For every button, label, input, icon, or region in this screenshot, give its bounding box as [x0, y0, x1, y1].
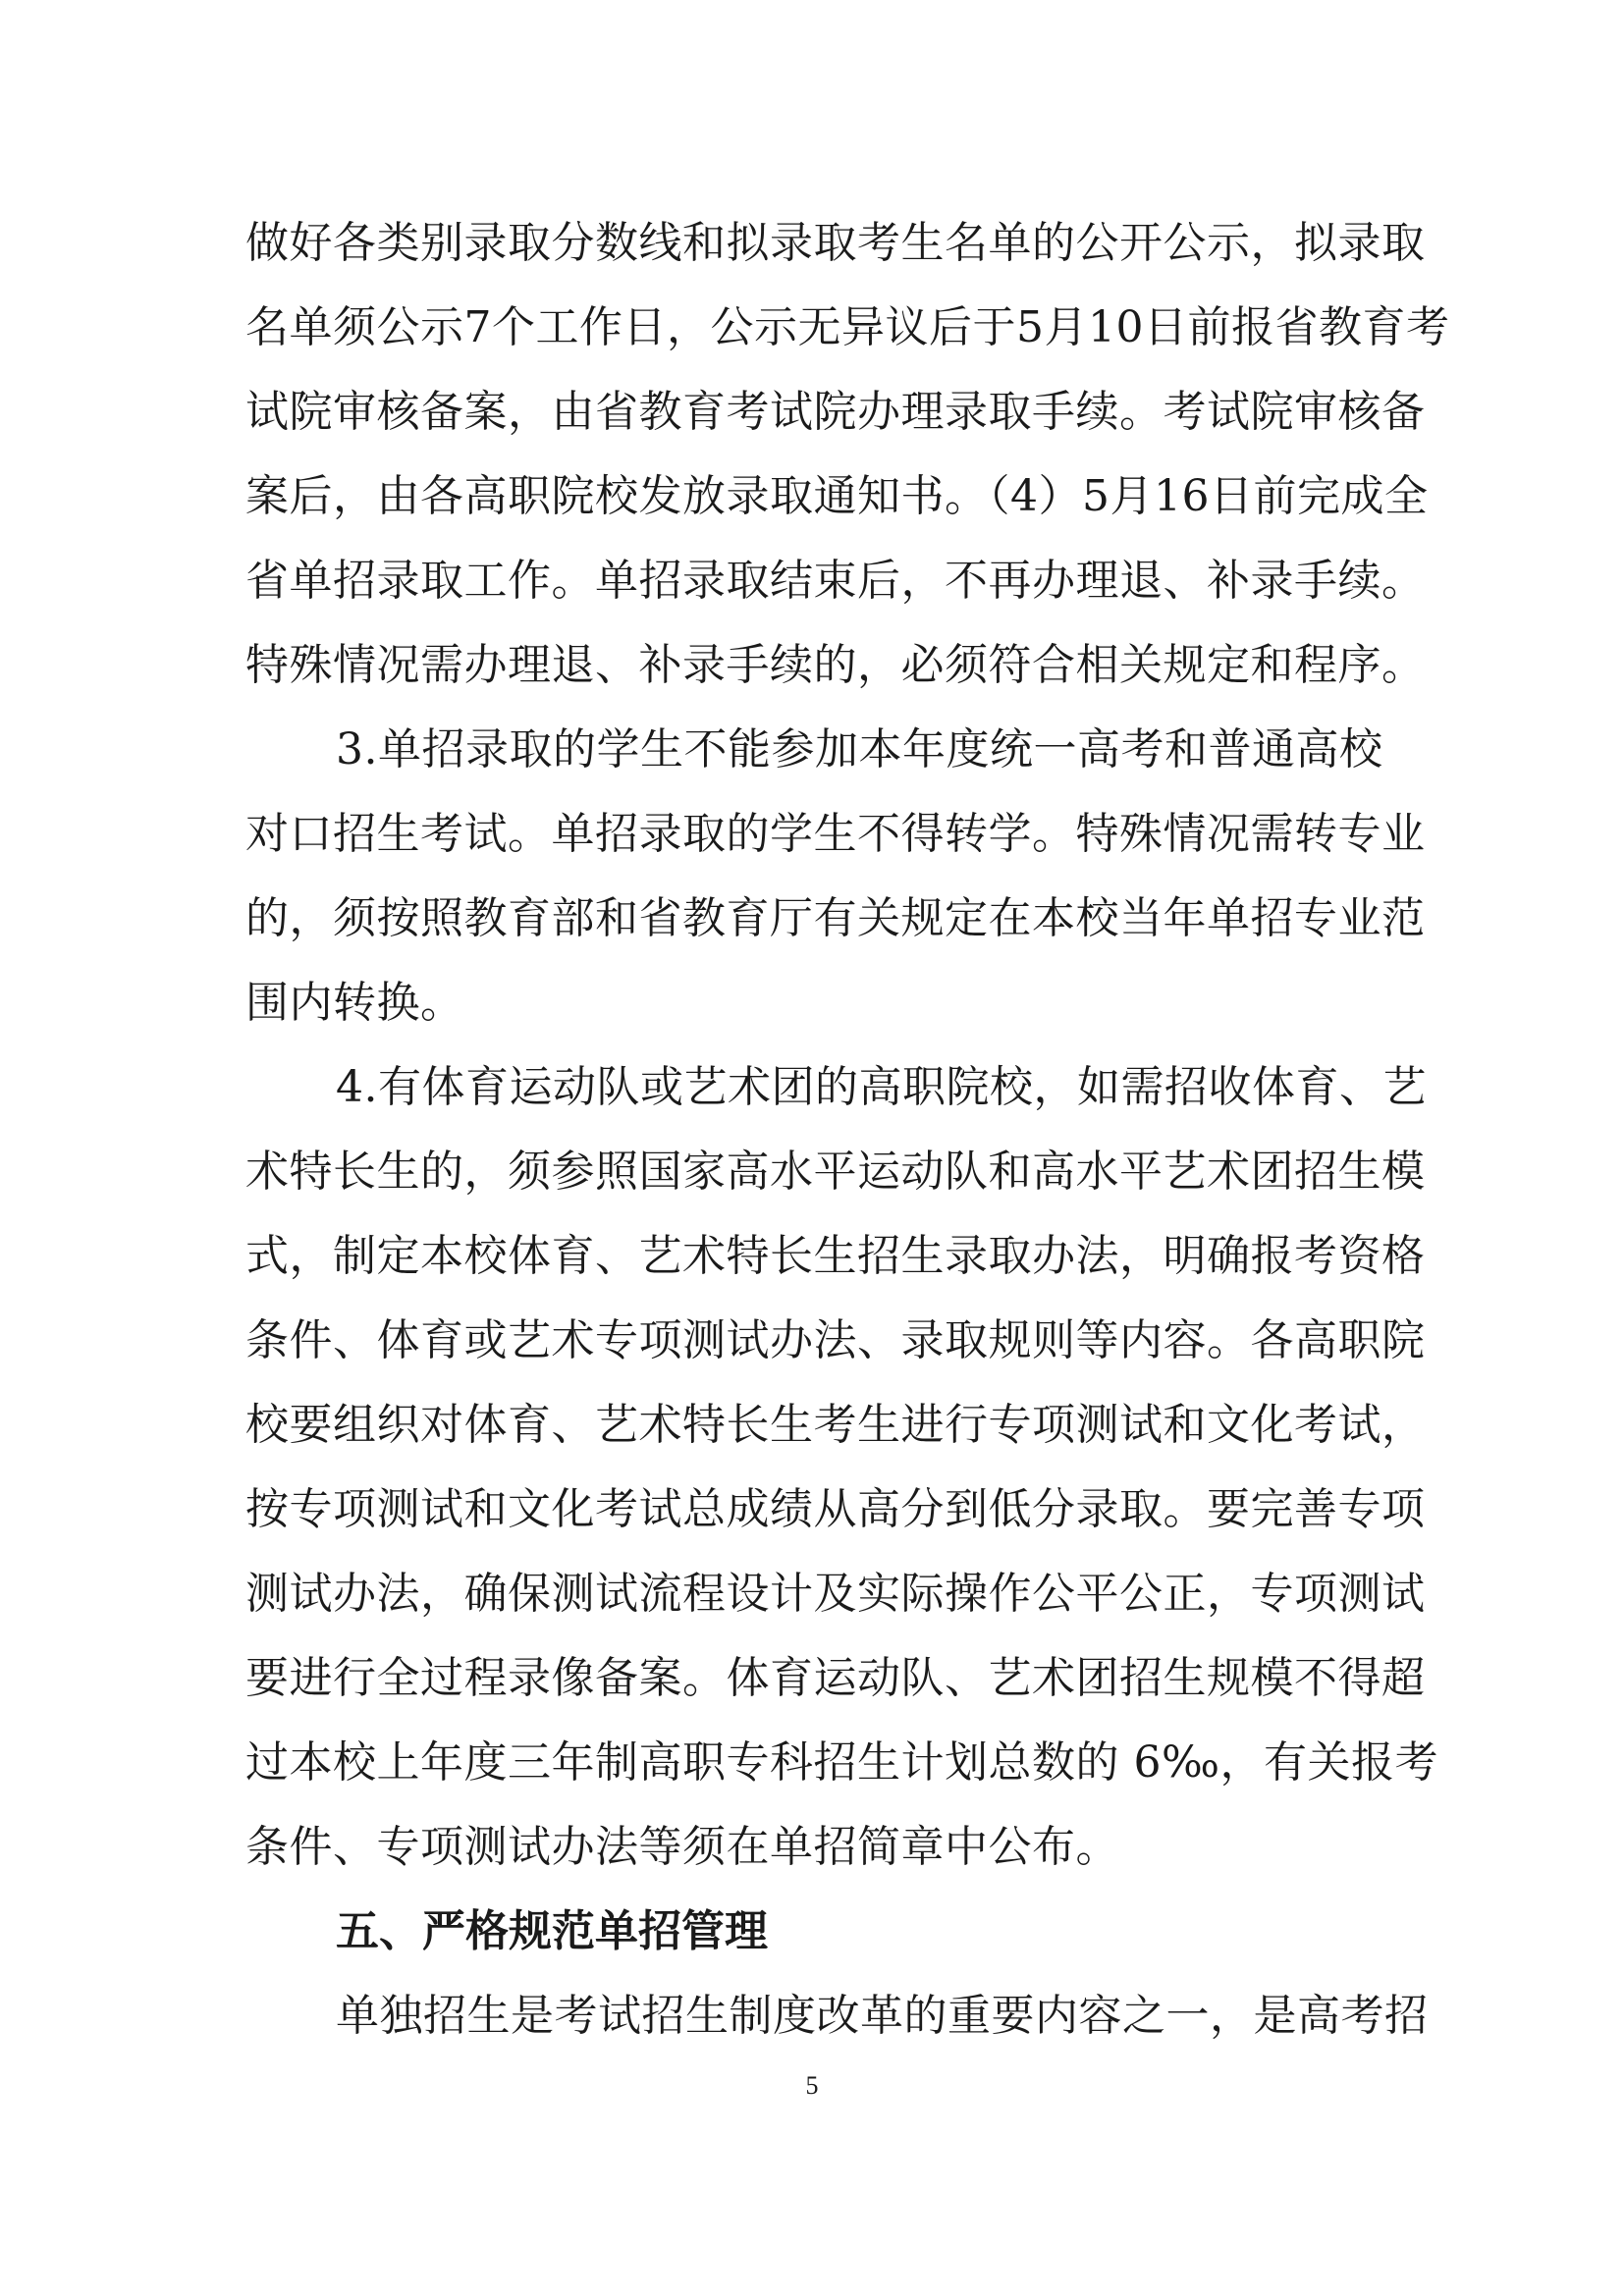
text-line: 校要组织对体育、艺术特长生考生进行专项测试和文化考试，	[245, 1400, 1426, 1450]
text-line: 条件、专项测试办法等须在单招简章中公布。	[245, 1822, 1119, 1872]
text-line: 案后，由各高职院校发放录取通知书。（4）5月16日前完成全	[245, 471, 1429, 521]
text-line: 做好各类别录取分数线和拟录取考生名单的公开公示，拟录取	[245, 218, 1426, 268]
text-line: 围内转换。	[245, 978, 464, 1028]
text-line: 特殊情况需办理退、补录手续的，必须符合相关规定和程序。	[245, 640, 1426, 690]
text-line: 测试办法，确保测试流程设计及实际操作公平公正，专项测试	[245, 1569, 1426, 1619]
text-line: 单独招生是考试招生制度改革的重要内容之一，是高考招	[336, 1991, 1429, 2041]
text-line: 名单须公示7个工作日，公示无异议后于5月10日前报省教育考	[245, 302, 1450, 352]
text-line: 4.有体育运动队或艺术团的高职院校，如需招收体育、艺	[336, 1062, 1427, 1112]
text-line: 过本校上年度三年制高职专科招生计划总数的 6‰，有关报考	[245, 1737, 1439, 1788]
text-line: 式，制定本校体育、艺术特长生招生录取办法，明确报考资格	[245, 1231, 1426, 1281]
text-line: 试院审核备案，由省教育考试院办理录取手续。考试院审核备	[245, 387, 1426, 437]
section-heading: 五、严格规范单招管理	[336, 1906, 768, 1956]
text-line: 省单招录取工作。单招录取结束后，不再办理退、补录手续。	[245, 556, 1426, 606]
text-line: 的，须按照教育部和省教育厅有关规定在本校当年单招专业范	[245, 893, 1426, 943]
page-number: 5	[805, 2071, 819, 2100]
text-line: 按专项测试和文化考试总成绩从高分到低分录取。要完善专项	[245, 1484, 1426, 1534]
text-line: 对口招生考试。单招录取的学生不得转学。特殊情况需转专业	[245, 809, 1426, 859]
text-line: 条件、体育或艺术专项测试办法、录取规则等内容。各高职院	[245, 1315, 1426, 1365]
text-line: 要进行全过程录像备案。体育运动队、艺术团招生规模不得超	[245, 1653, 1426, 1703]
text-line: 3.单招录取的学生不能参加本年度统一高考和普通高校	[336, 724, 1383, 774]
text-line: 术特长生的，须参照国家高水平运动队和高水平艺术团招生模	[245, 1147, 1426, 1197]
